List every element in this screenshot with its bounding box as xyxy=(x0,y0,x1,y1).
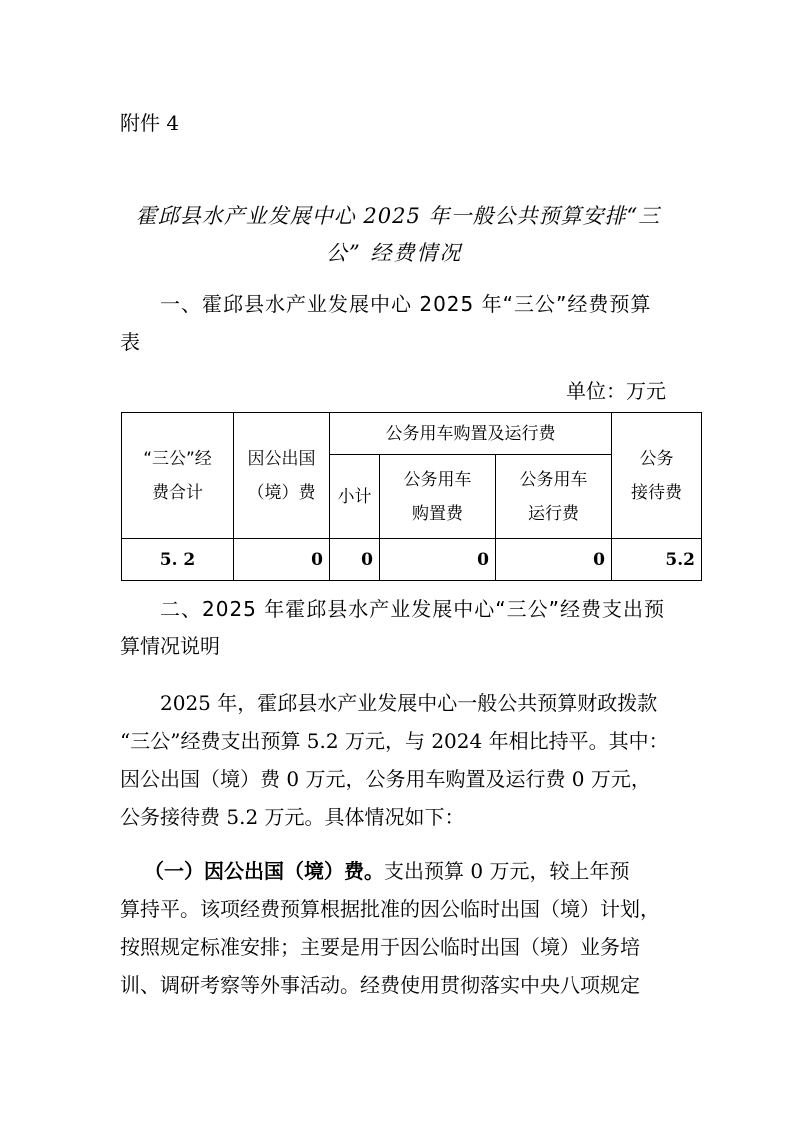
value-subtotal: 0 xyxy=(330,539,380,581)
value-purchase: 0 xyxy=(380,539,496,581)
annex-label: 附件 4 xyxy=(120,111,180,135)
paragraph-abroad-line4: 训、调研考察等外事活动。经费使用贯彻落实中央八项规定 xyxy=(120,973,640,997)
paragraph-summary-line1: 2025 年，霍邱县水产业发展中心一般公共预算财政拨款 xyxy=(160,691,658,715)
document-title-line2: 公” 经费情况 xyxy=(326,241,463,265)
header-vehicle-operation xyxy=(496,455,612,539)
section1-heading-cont: 表 xyxy=(120,330,140,354)
paragraph-abroad xyxy=(120,852,680,1004)
document-title-line1: 霍邱县水产业发展中心 2025 年一般公共预算安排“三 xyxy=(135,204,661,228)
paragraph-summary xyxy=(120,684,680,836)
paragraph-summary-line3: 因公出国（境）费 0 万元，公务用车购置及运行费 0 万元， xyxy=(120,767,651,791)
paragraph-abroad-lead: （一）因公出国（境）费。 xyxy=(144,859,384,883)
header-total xyxy=(122,413,234,539)
header-purchase-line2: 购置费 xyxy=(412,503,463,524)
value-operation: 0 xyxy=(496,539,612,581)
header-operation-line1: 公务用车 xyxy=(519,469,588,490)
paragraph-abroad-line3: 按照规定标准安排；主要是用于因公临时出国（境）业务培 xyxy=(120,935,640,959)
value-abroad: 0 xyxy=(234,539,330,581)
header-vehicle-group: 公务用车购置及运行费 xyxy=(330,413,612,455)
header-operation-line2: 运行费 xyxy=(528,503,579,524)
header-abroad-line1: 因公出国 xyxy=(247,448,316,469)
unit-label: 单位：万元 xyxy=(566,379,666,403)
header-purchase-line1: 公务用车 xyxy=(403,469,472,490)
paragraph-summary-line4: 公务接待费 5.2 万元。具体情况如下： xyxy=(120,805,465,829)
header-total-line1: “三公”经 xyxy=(143,448,212,469)
header-subtotal: 小计 xyxy=(330,455,380,539)
value-reception: 5.2 xyxy=(612,539,702,581)
budget-table xyxy=(121,412,702,581)
header-vehicle-purchase xyxy=(380,455,496,539)
header-reception xyxy=(612,413,702,539)
header-reception-line2: 接待费 xyxy=(631,482,682,503)
paragraph-summary-line2: “三公”经费支出预算 5.2 万元，与 2024 年相比持平。其中： xyxy=(120,729,669,753)
value-total: 5. 2 xyxy=(122,539,234,581)
section1-heading: 一、霍邱县水产业发展中心 2025 年“三公”经费预算 xyxy=(160,292,652,316)
header-total-line2: 费合计 xyxy=(152,482,203,503)
section2-heading-cont: 算情况说明 xyxy=(120,634,220,658)
header-reception-line1: 公务 xyxy=(639,448,674,469)
paragraph-abroad-line2: 算持平。该项经费预算根据批准的因公临时出国（境）计划， xyxy=(120,897,660,921)
paragraph-abroad-line1-rest: 支出预算 0 万元，较上年预 xyxy=(384,859,630,883)
section2-heading: 二、2025 年霍邱县水产业发展中心“三公”经费支出预 xyxy=(160,597,665,621)
header-abroad xyxy=(234,413,330,539)
paragraph-abroad-line1 xyxy=(120,852,680,890)
header-abroad-line2: （境）费 xyxy=(247,482,316,503)
